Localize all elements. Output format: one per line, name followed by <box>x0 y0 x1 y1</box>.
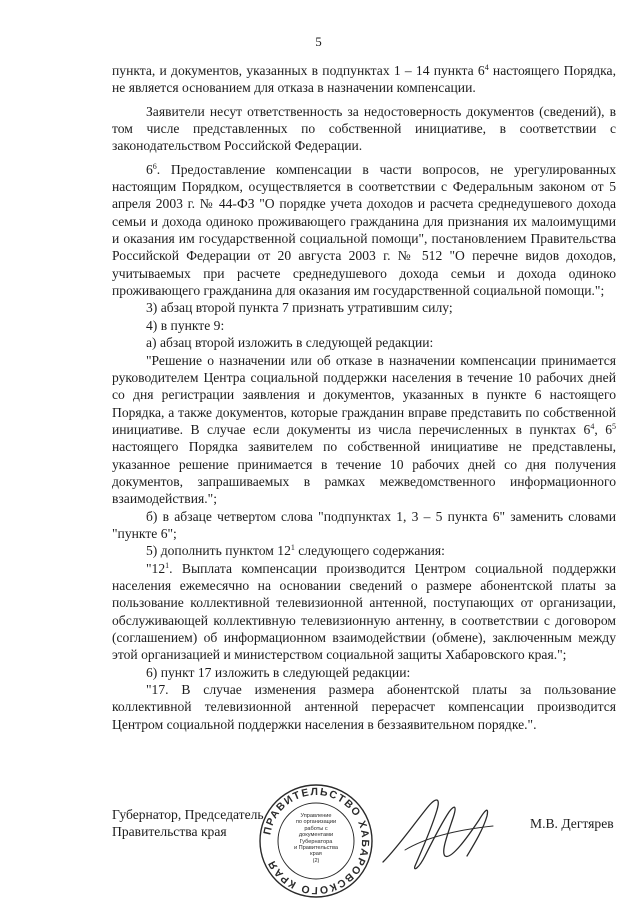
paragraph-responsibility: Заявители несут ответственность за недостоверность документов (сведений), в том числе представленных по собственной инициативе, в соответствии с законодательством Российской Федерации. <box>112 103 616 154</box>
handwritten-signature-icon <box>375 790 500 875</box>
document-body <box>112 62 616 733</box>
seal-ring-text: ПРАВИТЕЛЬСТВО ХАБАРОВСКОГО КРАЯ <box>261 785 372 897</box>
item-5: 5) дополнить пунктом $12^1$ следующего содержания: <box>146 543 445 559</box>
paragraph-12-1: "$12^1$. Выплата компенсации производится Центром социальной поддержки населения ежемесячно на основании сведений о размере абонентской платы за пользование коллективной телевизионной антенной, поступающих от организации, обслуживающей коллективную телевизионную антенну, в соответствии с договором (соглашением) об информационном взаимодействии (обмене), заключенным между этой организацией и министерством социальной защиты Хабаровского края."; <box>112 560 616 663</box>
paragraph-17: "17. В случае изменения размера абонентской платы за пользование коллективной телевизионной антенной перерасчет компенсации производится Центром социальной поддержки населения в беззаявительном порядке.". <box>112 682 616 732</box>
page-number: 5 <box>315 34 322 49</box>
item-6: 6) пункт 17 изложить в следующей редакции: <box>146 664 411 680</box>
item-4a: а) абзац второй изложить в следующей редакции: <box>146 335 434 351</box>
item-3: 3) абзац второй пункта 7 признать утратившим силу; <box>146 300 453 316</box>
item-4: 4) в пункте 9: <box>146 317 225 333</box>
seal-center-text: Управление по организации работы с документами Губернатора и Правительства края (2) <box>294 813 338 864</box>
paragraph-6-6: $6^6$. Предоставление компенсации в части вопросов, не урегулированных настоящим Порядком, осуществляется в соответствии с Федеральным законом от 5 апреля 2003 г. № 44-ФЗ "О порядке учета доходов и расчета среднедушевого дохода семьи и дохода одиноко проживающего гражданина для признания их малоимущими и оказания им государственной социальной помощи", постановлением Правительства Российской Федерации от 20 августа 2003 г. № 512 "О перечне видов доходов, учитываемых при расчете среднедушевого дохода семьи и дохода одиноко проживающего гражданина для оказания им государственной социальной помощи."; <box>112 161 616 299</box>
signatory-title: Губернатор, Председатель Правительства края <box>112 807 264 839</box>
signatory-name: М.В. Дегтярев <box>530 816 614 831</box>
official-seal <box>258 783 374 899</box>
paragraph-continuation: пункта, и документов, указанных в подпунктах 1 – 14 пункта $6^4$ настоящего Порядка, не является основанием для отказа в назначении компенсации. <box>112 63 616 96</box>
item-4b: б) в абзаце четвертом слова "подпунктах 1, 3 – 5 пункта 6" заменить словами "пункте 6"; <box>112 508 616 541</box>
paragraph-decision: "Решение о назначении или об отказе в назначении компенсации принимается руководителем Центра социальной поддержки населения в течение 10 рабочих дней со дня регистрации заявления и документов, указанных в пункте 6 настоящего Порядка, а также документов, которые гражданин вправе представить по собственной инициативе. В случае если документы из числа перечисленных в пунктах $6^4$, $6^5$ настоящего Порядка заявителем по собственной инициативе не представлены, указанное решение принимается в течение 10 рабочих дней со дня получения документов, запрашиваемых в рамках межведомственного информационного взаимодействия."; <box>112 352 616 507</box>
